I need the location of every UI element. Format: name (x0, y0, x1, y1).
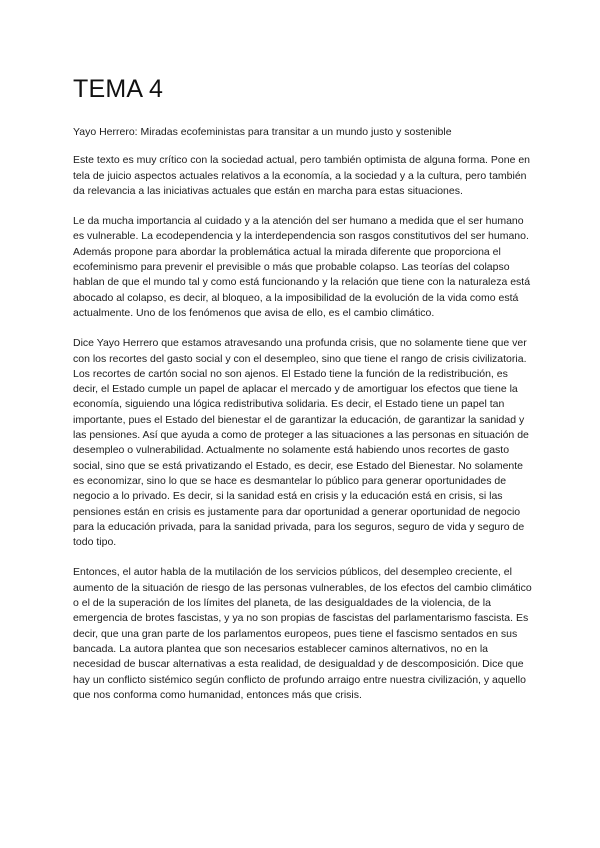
paragraph-2: Le da mucha importancia al cuidado y a la atención del ser humano a medida que el ser humano es vulnerable. La ecodependencia y la interdependencia son rasgos constitutivos del ser humano. Además propone para abordar la problemática actual la mirada diferente que proporciona el ecofeminismo para prevenir el previsible o más que probable colapso. Las teorías del colapso hablan de que el mundo tal y como está funcionando y la relación que tiene con la naturaleza está abocado al colapso, es decir, al bloqueo, a la imposibilidad de la evolución de la vida como está actualmente. Uno de los fenómenos que avisa de ello, es el cambio climático. (73, 215, 531, 319)
paragraph-3: Dice Yayo Herrero que estamos atravesando una profunda crisis, que no solamente tiene que ver con los recortes del gasto social y con el desempleo, sino que tiene el rango de crisis civilizatoria. Los recortes de cartón social no son ajenos. El Estado tiene la función de la redistribución, es decir, el Estado cumple un papel de aplacar el mercado y de amortiguar los efectos que tiene la economía, siguiendo una lógica redistributiva solidaria. Es decir, el Estado tiene un papel tan importante, pues el Estado del bienestar el de garantizar la educación, de garantizar la sanidad y las pensiones. Así que ayuda a como de proteger a las situaciones a las personas en situación de desempleo o vulnerabilidad. Actualmente no solamente está habiendo unos recortes de gasto social, sino que se está privatizando el Estado, es decir, ese Estado del Bienestar. No solamente es economizar, sino lo que se hace es desmantelar lo público para generar oportunidades de negocio a lo privado. Es decir, si la sanidad está en crisis y la educación está en crisis, si las pensiones están en crisis es justamente para dar oportunidad a generar oportunidad de negocio para la educación privada, para la sanidad privada, para los seguros, seguro de vida y seguro de todo tipo. (73, 337, 529, 549)
paragraph-1: Este texto es muy crítico con la sociedad actual, pero también optimista de alguna forma. Pone en tela de juicio aspectos actuales relativos a la economía, a la sociedad y a la cultura, pero también da relevancia a las iniciativas actuales que están en marcha para estas situaciones. (73, 154, 531, 197)
document-body (73, 125, 533, 718)
paragraph-4: Entonces, el autor habla de la mutilación de los servicios públicos, del desempleo creciente, el aumento de la situación de riesgo de las personas vulnerables, de los efectos del cambio climático o el de la superación de los límites del planeta, de las desigualdades de la violencia, de la emergencia de brotes fascistas, y ya no son propias de fascistas del parlamentarismo fascista. Es decir, que una gran parte de los parlamentos europeos, pues tiene el fascismo sentados en sus bancada. La autora plantea que son necesarios establecer caminos alternativos, no en la necesidad de buscar alternativas a esta realidad, de desigualdad y de descomposición. Dice que hay un conflicto sistémico según conflicto de profundo arraigo entre nuestra civilización, y aquello que nos conforma como humanidad, entonces más que crisis. (73, 566, 532, 701)
document-subtitle: Yayo Herrero: Miradas ecofeministas para transitar a un mundo justo y sostenible (73, 126, 452, 138)
page-title: TEMA 4 (73, 75, 164, 103)
